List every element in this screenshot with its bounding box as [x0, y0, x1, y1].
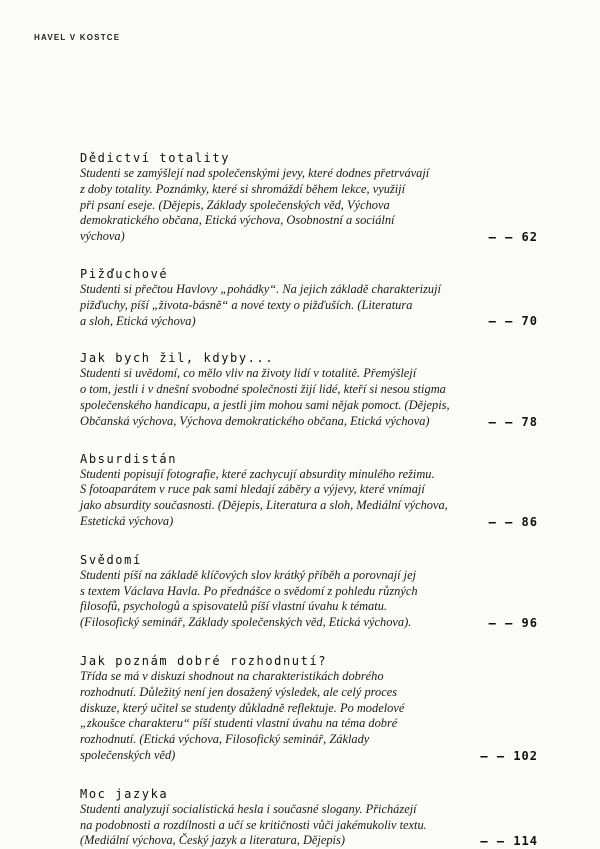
entry-description [80, 282, 482, 329]
page-number: – – 78 [488, 414, 538, 429]
description-line: Estetická výchova) [80, 513, 174, 528]
entry-description [80, 166, 482, 245]
entry-description [80, 568, 482, 631]
description-line: Občanská výchova, Výchova demokratického občana, Etická výchova) [80, 413, 430, 428]
page-number: – – 102 [480, 748, 538, 763]
description-line: společenského handicapu, a jestli jim mohou sami nějak pomoct. (Dějepis, [80, 397, 450, 412]
entry-title: Absurdistán [80, 451, 178, 466]
description-line: demokratického občana, Etická výchova, Osobnostní a sociální [80, 213, 395, 228]
toc-entry-absurdistan [80, 451, 538, 530]
description-line: společenských věd) [80, 747, 176, 762]
toc-entry-jak-poznam-dobre-rozhodnuti [80, 653, 538, 764]
toc-entry-svedomi [80, 552, 538, 631]
description-line: Studenti píší na základě klíčových slov krátký příběh a porovnají jej [80, 567, 417, 582]
page-number: – – 70 [488, 314, 538, 329]
entry-description [80, 669, 482, 764]
description-line: filosofů, psychologů a spisovatelů píší vlastní úvahu k tématu. [80, 599, 387, 614]
toc-entry-pizduchove [80, 266, 538, 329]
description-line: (Mediální výchova, Český jazyk a literatura, Dějepis) [80, 833, 345, 848]
description-line: rozhodnutí. (Etická výchova, Filosofický seminář, Základy [80, 732, 370, 747]
description-line: při psaní eseje. (Dějepis, Základy společenských věd, Výchova [80, 197, 390, 212]
description-line: „zkoušce charakteru“ píší studenti vlastní úvahu na téma dobré [80, 716, 398, 731]
table-of-contents [80, 150, 538, 849]
description-line: (Filosofický seminář, Základy společenských věd, Etická výchova). [80, 615, 412, 630]
description-line: Třída se má v diskuzi shodnout na charakteristikách dobrého [80, 668, 384, 683]
description-line: Studenti popisují fotografie, které zachycují absurdity minulého režimu. [80, 466, 435, 481]
description-line: Studenti si přečtou Havlovy „pohádky“. Na jejich základě charakterizují [80, 281, 441, 296]
description-line: diskuze, který učitel se studenty důkladně reflektuje. Po modelové [80, 700, 405, 715]
description-line: výchova) [80, 229, 125, 244]
entry-title: Svědomí [80, 552, 142, 567]
description-line: Studenti analyzují socialistická hesla i současné slogany. Přicházejí [80, 801, 417, 816]
page-number: – – 96 [488, 615, 538, 630]
description-line: rozhodnutí. Důležitý není jen dosažený výsledek, ale celý proces [80, 684, 398, 699]
entry-title: Jak poznám dobré rozhodnutí? [80, 653, 328, 668]
entry-description [80, 802, 482, 849]
page-number: – – 86 [488, 514, 538, 529]
description-line: S fotoaparátem v ruce pak sami hledají záběry a výjevy, které vnímají [80, 482, 425, 497]
description-line: Studenti se zamýšlejí nad společenskými jevy, které dodnes přetrvávají [80, 166, 430, 180]
toc-entry-jak-bych-zil [80, 350, 538, 429]
description-line: s textem Václava Havla. Po přednášce o svědomí z pohledu různých [80, 583, 418, 598]
toc-entry-dedictvi-totality [80, 150, 538, 245]
entry-title: Dědictví totality [80, 151, 231, 165]
running-head: HAVEL V KOSTCE [34, 33, 121, 42]
page-number: – – 114 [480, 834, 538, 849]
description-line: jako absurdity současnosti. (Dějepis, Literatura a sloh, Mediální výchova, [80, 498, 448, 513]
description-line: pižďuchy, píší „života-básně“ a nové texty o pižďuších. (Literatura [80, 297, 413, 312]
description-line: na podobnosti a rozdílnosti a učí se kritičnosti vůči jakémukoliv textu. [80, 817, 427, 832]
toc-entry-moc-jazyka [80, 786, 538, 849]
description-line: o tom, jestli i v dnešní svobodné společnosti žijí lidé, kteří si nesou stigma [80, 382, 446, 397]
description-line: Studenti si uvědomí, co mělo vliv na životy lidí v totalitě. Přemýšlejí [80, 366, 417, 381]
entry-title: Jak bych žil, kdyby... [80, 351, 275, 366]
entry-title: Pižďuchové [80, 266, 169, 281]
description-line: z doby totality. Poznámky, které si shromáždí během lekce, využijí [80, 181, 406, 196]
description-line: a sloh, Etická výchova) [80, 313, 196, 328]
entry-description [80, 366, 482, 429]
entry-description [80, 467, 482, 530]
entry-title: Moc jazyka [80, 786, 169, 801]
page-number: – – 62 [488, 229, 538, 244]
